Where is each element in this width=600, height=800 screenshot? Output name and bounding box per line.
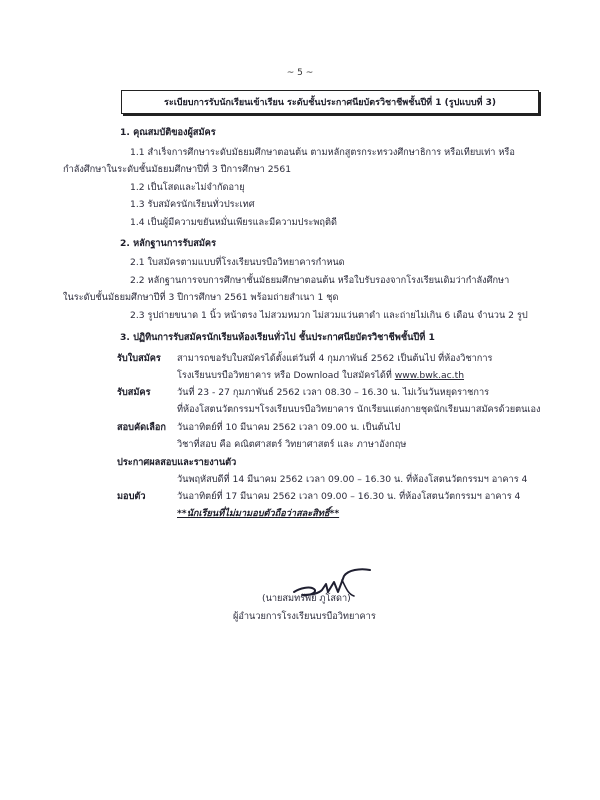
section1-heading: 1. คุณสมบัติของผู้สมัคร <box>120 127 216 138</box>
exam-label: สอบคัดเลือก <box>117 422 166 433</box>
title-box <box>121 90 539 114</box>
register-line1: วันที่ 23 - 27 กุมภาพันธ์ 2562 เวลา 08.30 – 16.30 น. ไม่เว้นวันหยุดราชการ <box>177 387 490 398</box>
document-title: ระเบียบการรับนักเรียนเข้าเรียน ระดับชั้นประกาศนียบัตรวิชาชีพชั้นปีที่ 1 (รูปแบบที่ 3) <box>164 98 496 108</box>
section2-item2-line1: 2.2 หลักฐานการจบการศึกษาชั้นมัธยมศึกษาตอนต้น หรือใบรับรองจากโรงเรียนเดิมว่ากำลังศึกษา <box>130 275 510 286</box>
report-label: มอบตัว <box>117 491 146 502</box>
apply-form-line1: สามารถขอรับใบสมัครได้ตั้งแต่วันที่ 4 กุมภาพันธ์ 2562 เป็นต้นไป ที่ห้องวิชาการ <box>177 353 493 364</box>
exam-line1: วันอาทิตย์ที่ 10 มีนาคม 2562 เวลา 09.00 น. เป็นต้นไป <box>177 422 401 433</box>
apply-form-label: รับใบสมัคร <box>117 353 161 364</box>
announce-label: ประกาศผลสอบและรายงานตัว <box>117 457 237 468</box>
download-link[interactable]: www.bwk.ac.th <box>394 370 465 381</box>
register-label: รับสมัคร <box>117 387 151 398</box>
section2-item2-line2: ในระดับชั้นมัธยมศึกษาปีที่ 3 ปีการศึกษา 2561 พร้อมถ่ายสำเนา 1 ชุด <box>63 292 339 303</box>
section1-item3: 1.3 รับสมัครนักเรียนทั่วประเทศ <box>130 199 255 210</box>
report-line: วันอาทิตย์ที่ 17 มีนาคม 2562 เวลา 09.00 – 16.30 น. ที่ห้องโสตนวัตกรรมฯ อาคาร 4 <box>177 491 521 502</box>
signatory-position: ผู้อำนวยการโรงเรียนบรบือวิทยาคาร <box>233 611 376 622</box>
page-number: ~ 5 ~ <box>286 68 314 78</box>
register-line2: ที่ห้องโสตนวัตกรรมฯโรงเรียนบรบือวิทยาคาร นักเรียนแต่งกายชุดนักเรียนมาสมัครด้วยตนเอง <box>177 404 541 415</box>
section1-item1-line2: กำลังศึกษาในระดับชั้นมัธยมศึกษาปีที่ 3 ปีการศึกษา 2561 <box>63 164 292 175</box>
section2-heading: 2. หลักฐานการรับสมัคร <box>120 238 217 249</box>
section1-item2: 1.2 เป็นโสดและไม่จำกัดอายุ <box>130 182 245 193</box>
section2-item3: 2.3 รูปถ่ายขนาด 1 นิ้ว หน้าตรง ไม่สวมหมวก ไม่สวมแว่นตาดำ และถ่ายไม่เกิน 6 เดือน จำนวน 2 รูป <box>130 310 528 321</box>
announce-line: วันพฤหัสบดีที่ 14 มีนาคม 2562 เวลา 09.00 – 16.30 น. ที่ห้องโสตนวัตกรรมฯ อาคาร 4 <box>177 474 528 485</box>
section2-item1: 2.1 ใบสมัครตามแบบที่โรงเรียนบรบือวิทยาคารกำหนด <box>130 257 345 268</box>
signatory-name: (นายสมทรัพย์ ภูโสดา) <box>262 593 351 604</box>
apply-form-line2 <box>177 369 464 383</box>
section1-item4: 1.4 เป็นผู้มีความขยันหมั่นเพียรและมีความประพฤติดี <box>130 217 337 228</box>
section1-item1-line1: 1.1 สำเร็จการศึกษาระดับมัธยมศึกษาตอนต้น ตามหลักสูตรกระทรวงศึกษาธิการ หรือเทียบเท่า หรือ <box>130 147 515 158</box>
forfeit-note: **นักเรียนที่ไม่มามอบตัวถือว่าสละสิทธิ์** <box>177 508 340 519</box>
apply-form-line2-text: โรงเรียนบรบือวิทยาคาร หรือ Download ใบสมัครได้ที่ <box>177 370 395 381</box>
section3-heading: 3. ปฏิทินการรับสมัครนักเรียนห้องเรียนทั่วไป ชั้นประกาศนียบัตรวิชาชีพชั้นปีที่ 1 <box>120 332 435 343</box>
exam-line2: วิชาที่สอบ คือ คณิตศาสตร์ วิทยาศาสตร์ และ ภาษาอังกฤษ <box>177 439 407 450</box>
